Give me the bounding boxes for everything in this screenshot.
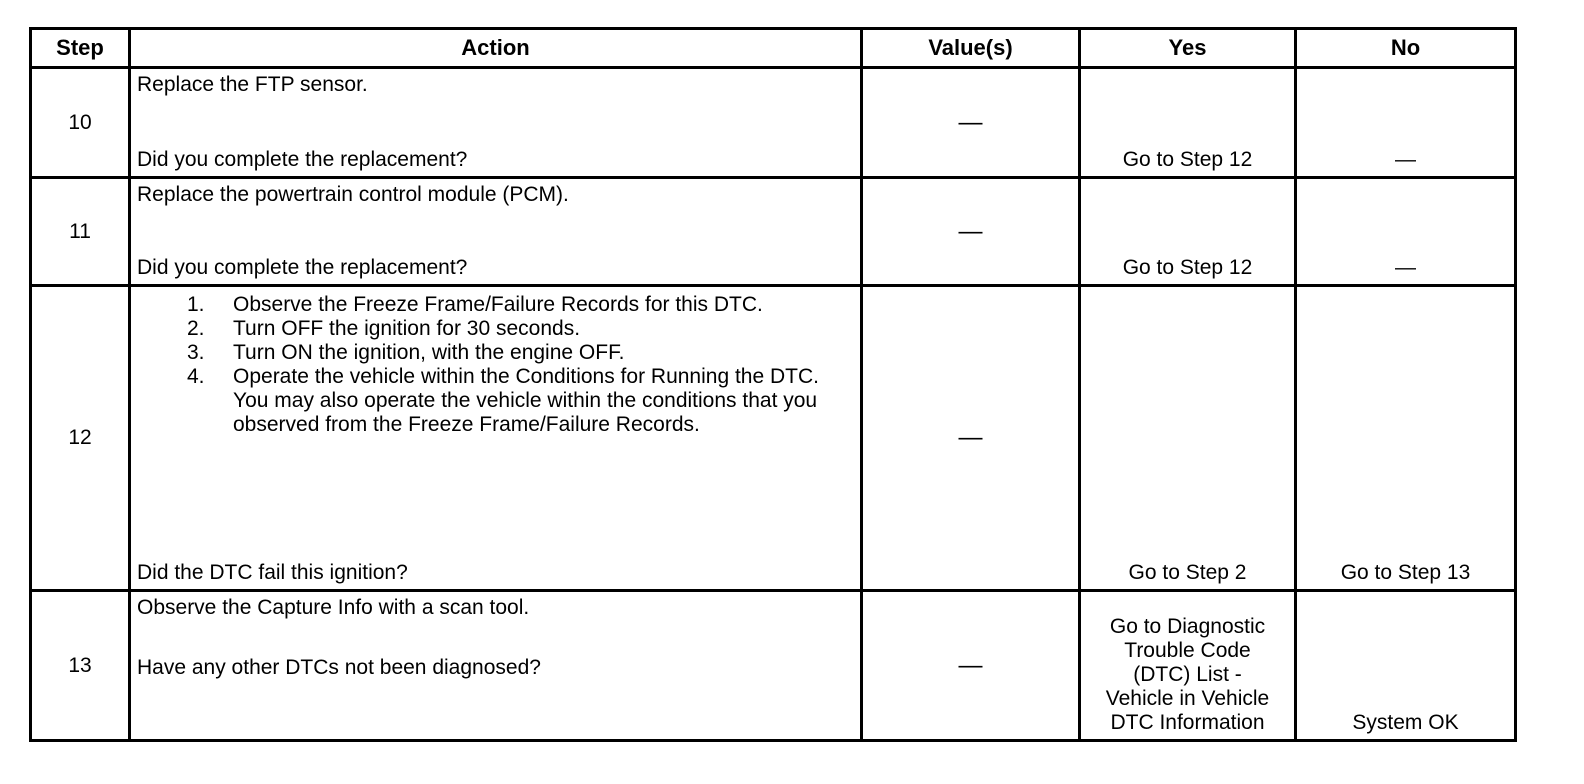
question-text: Did you complete the replacement? <box>137 148 468 171</box>
header-values: Value(s) <box>862 29 1080 68</box>
no-cell <box>1296 591 1516 741</box>
step-number: 12 <box>31 286 130 591</box>
table-row <box>31 68 1516 178</box>
list-text: Observe the Freeze Frame/Failure Records for this DTC. <box>233 293 763 316</box>
action-text: Observe the Capture Info with a scan tool. <box>137 596 530 619</box>
header-action: Action <box>130 29 862 68</box>
value-cell: — <box>862 591 1080 741</box>
yes-line: Trouble Code <box>1124 639 1251 662</box>
list-number: 3. <box>187 341 205 364</box>
table-row <box>31 178 1516 286</box>
no-text: System OK <box>1352 711 1459 734</box>
yes-line: (DTC) List - <box>1133 663 1242 686</box>
step-number: 10 <box>31 68 130 178</box>
list-text: Operate the vehicle within the Conditions for Running the DTC. You may also operate the vehicle within the conditions that you observed from the Freeze Frame/Failure Records. <box>233 365 819 436</box>
no-text: — <box>1395 148 1416 171</box>
list-item <box>137 293 854 317</box>
list-number: 4. <box>187 365 205 388</box>
yes-text: Go to Step 12 <box>1122 256 1253 279</box>
table-row <box>31 591 1516 741</box>
list-item <box>137 341 854 365</box>
yes-cell <box>1080 591 1296 741</box>
action-cell <box>130 68 862 178</box>
yes-text <box>1081 615 1294 735</box>
yes-line: Vehicle in Vehicle <box>1105 687 1270 710</box>
question-text: Did you complete the replacement? <box>137 256 468 279</box>
yes-line: Go to Diagnostic <box>1109 615 1266 638</box>
yes-cell <box>1080 178 1296 286</box>
action-text: Replace the FTP sensor. <box>137 73 368 96</box>
question-text: Did the DTC fail this ignition? <box>137 561 408 584</box>
yes-cell <box>1080 68 1296 178</box>
no-text: Go to Step 13 <box>1340 561 1471 584</box>
procedure-list <box>137 293 854 437</box>
yes-text: Go to Step 12 <box>1122 148 1253 171</box>
yes-line: DTC Information <box>1110 711 1265 734</box>
step-number: 11 <box>31 178 130 286</box>
no-cell <box>1296 178 1516 286</box>
value-cell: — <box>862 68 1080 178</box>
no-cell <box>1296 286 1516 591</box>
table-row <box>31 286 1516 591</box>
no-text: — <box>1395 256 1416 279</box>
action-text: Replace the powertrain control module (PCM). <box>137 183 569 206</box>
yes-text: Go to Step 2 <box>1128 561 1247 584</box>
header-yes: Yes <box>1080 29 1296 68</box>
list-number: 1. <box>187 293 205 316</box>
action-cell <box>130 286 862 591</box>
value-cell: — <box>862 286 1080 591</box>
header-no: No <box>1296 29 1516 68</box>
action-cell <box>130 178 862 286</box>
yes-cell <box>1080 286 1296 591</box>
header-step: Step <box>31 29 130 68</box>
diagnostic-table <box>29 27 1517 742</box>
step-number: 13 <box>31 591 130 741</box>
list-item <box>137 365 854 437</box>
value-cell: — <box>862 178 1080 286</box>
list-item <box>137 317 854 341</box>
action-cell <box>130 591 862 741</box>
question-text: Have any other DTCs not been diagnosed? <box>137 656 541 679</box>
header-row <box>31 29 1516 68</box>
list-text: Turn OFF the ignition for 30 seconds. <box>233 317 581 340</box>
list-text: Turn ON the ignition, with the engine OFF. <box>233 341 625 364</box>
list-number: 2. <box>187 317 205 340</box>
no-cell <box>1296 68 1516 178</box>
